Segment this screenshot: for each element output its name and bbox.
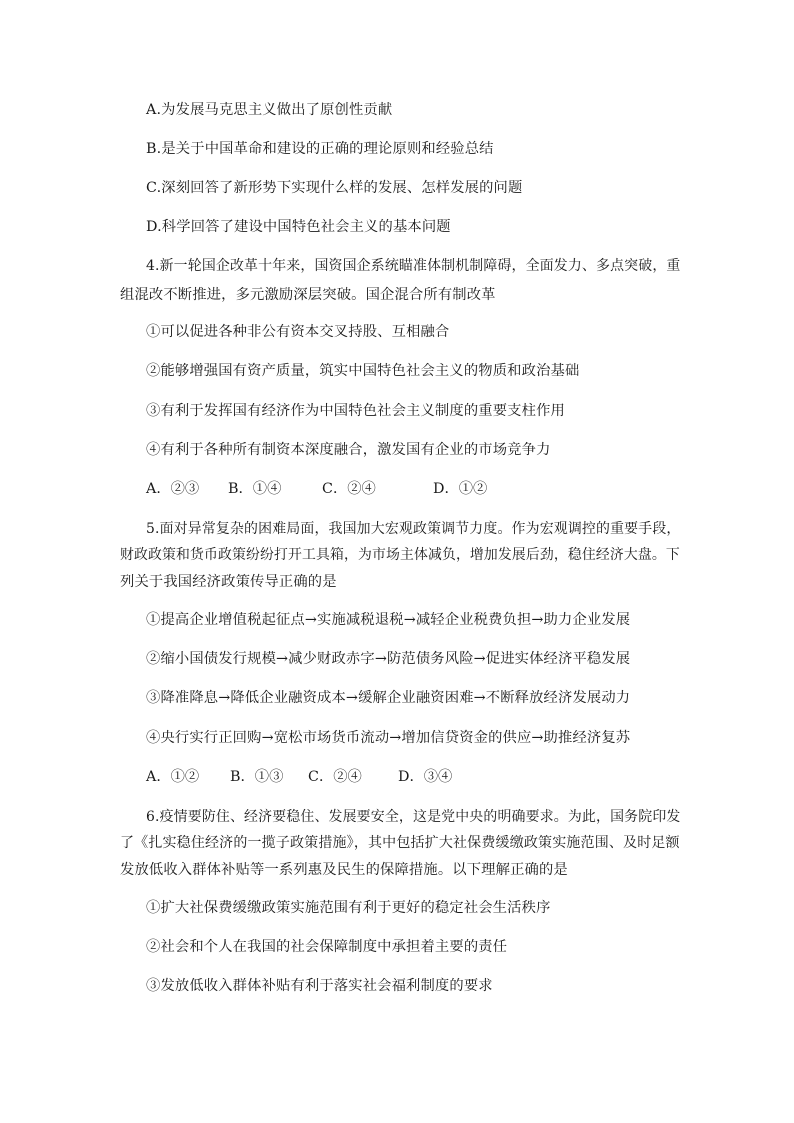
q5-statement-1: ①提高企业增值税起征点→实施减税退税→减轻企业税费负担→助力企业发展 <box>146 612 631 628</box>
q6-stem-line-3: 发放低收入群体补贴等一系列惠及民生的保障措施。以下理解正确的是 <box>120 862 568 878</box>
q6-statement-3: ③发放低收入群体补贴有利于落实社会福利制度的要求 <box>146 978 493 994</box>
q4-statement-4: ④有利于各种所有制资本深度融合，激发国有企业的市场竞争力 <box>146 442 551 458</box>
q5-statement-3: ③降准降息→降低企业融资成本→缓解企业融资困难→不断释放经济发展动力 <box>146 690 631 706</box>
q4-stem-line-2: 组混改不断推进，多元激励深层突破。国企混合所有制改革 <box>120 287 496 303</box>
q6-stem-line-1: 6.疫情要防住、经济要稳住、发展要安全，这是党中央的明确要求。为此，国务院印发 <box>146 809 681 825</box>
q6-statement-1: ①扩大社保费缓缴政策实施范围有利于更好的稳定社会生活秩序 <box>146 900 551 916</box>
q4-answer-options <box>0 479 794 499</box>
q4-stem-line-1: 4.新一轮国企改革十年来，国资国企系统瞄准体制机制障碍，全面发力、多点突破，重 <box>146 258 681 274</box>
q5-answer-options <box>0 767 794 787</box>
q5-option-a: A．①② <box>146 769 200 785</box>
q5-option-b: B．①③ <box>230 769 284 785</box>
q5-stem-line-1: 5.面对异常复杂的困难局面，我国加大宏观政策调节力度。作为宏观调控的重要手段， <box>146 521 681 537</box>
q3-option-d: D.科学回答了建设中国特色社会主义的基本问题 <box>146 219 451 235</box>
q4-option-d: D．①② <box>433 481 488 497</box>
q3-option-b: B.是关于中国革命和建设的正确的理论原则和经验总结 <box>146 141 494 157</box>
q4-statement-3: ③有利于发挥国有经济作为中国特色社会主义制度的重要支柱作用 <box>146 403 565 419</box>
q4-statement-1: ①可以促进各种非公有资本交叉持股、互相融合 <box>146 324 450 340</box>
q6-statement-2: ②社会和个人在我国的社会保障制度中承担着主要的责任 <box>146 939 508 955</box>
q5-option-d: D．③④ <box>398 769 453 785</box>
q5-statement-2: ②缩小国债发行规模→减少财政赤字→防范债务风险→促进实体经济平稳发展 <box>146 651 631 667</box>
q5-statement-4: ④央行实行正回购→宽松市场货币流动→增加信贷资金的供应→助推经济复苏 <box>146 730 631 746</box>
q6-stem-line-2: 了《扎实稳住经济的一揽子政策措施》，其中包括扩大社保费缓缴政策实施范围、及时足额 <box>120 835 680 851</box>
q5-stem-line-2: 财政政策和货币政策纷纷打开工具箱，为市场主体减负，增加发展后劲，稳住经济大盘。下 <box>120 547 680 563</box>
q4-option-b: B．①④ <box>228 481 282 497</box>
q3-option-c: C.深刻回答了新形势下实现什么样的发展、怎样发展的问题 <box>146 180 523 196</box>
q4-statement-2: ②能够增强国有资产质量，筑实中国特色社会主义的物质和政治基础 <box>146 363 580 379</box>
q4-option-a: A．②③ <box>146 481 200 497</box>
q3-option-a: A.为发展马克思主义做出了原创性贡献 <box>146 102 393 118</box>
q5-stem-line-3: 列关于我国经济政策传导正确的是 <box>120 574 337 590</box>
q4-option-c: C．②④ <box>322 481 376 497</box>
q5-option-c: C．②④ <box>308 769 362 785</box>
